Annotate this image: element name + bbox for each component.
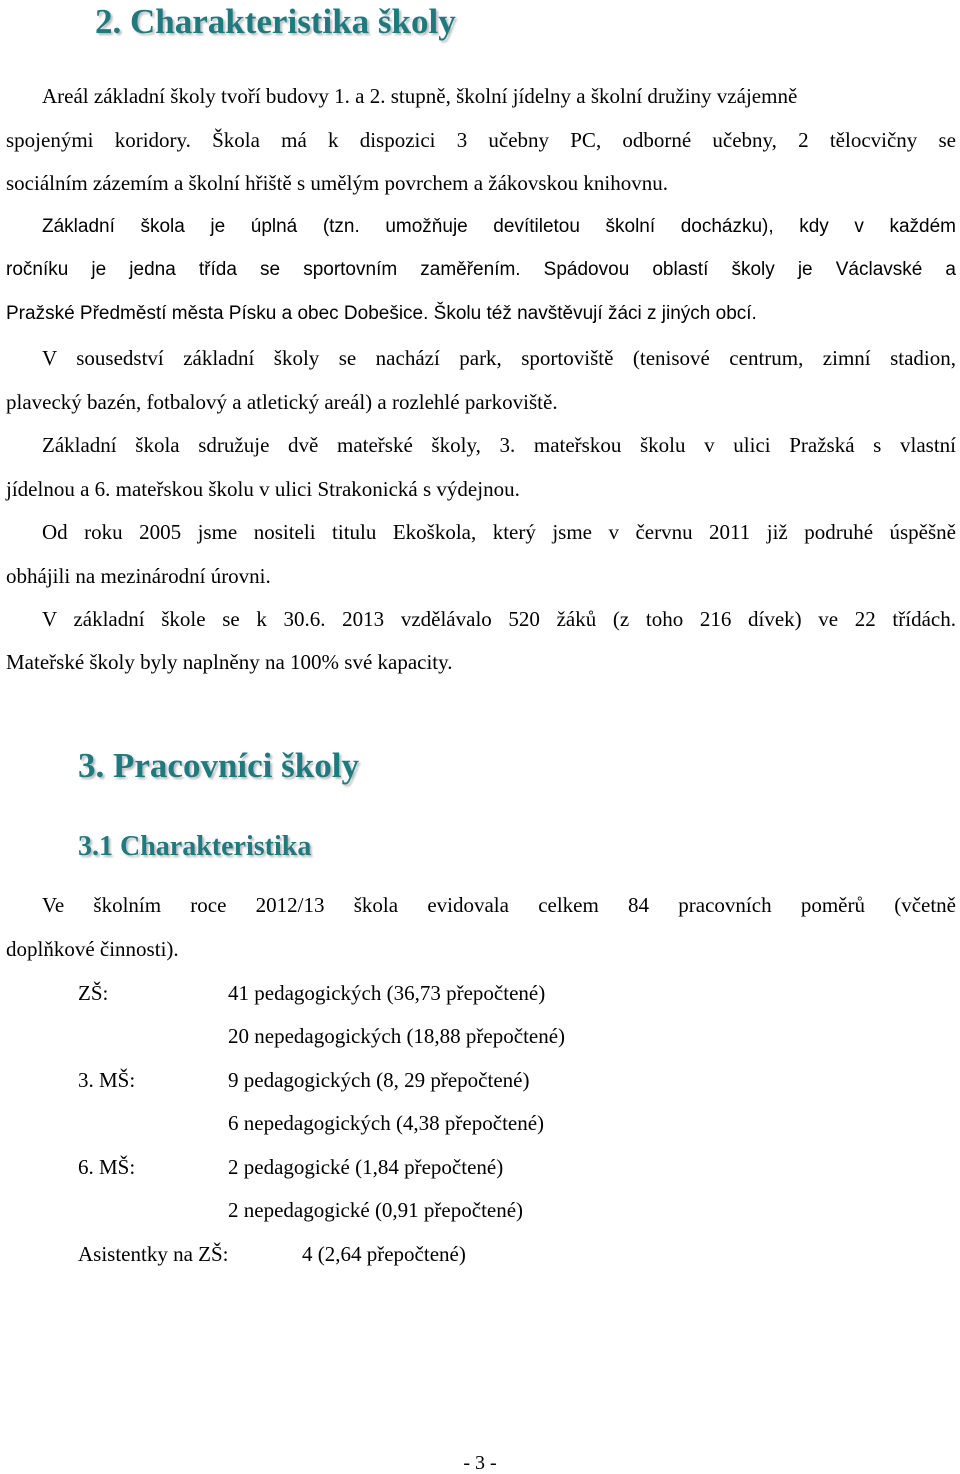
paragraph-line: Ve školním roce 2012/13 škola evidovala celkem 84 pracovních poměrů (včetně <box>42 893 956 917</box>
paragraph-line: Pražské Předměstí města Písku a obec Dobešice. Školu též navštěvují žáci z jiných obcí. <box>6 303 757 324</box>
paragraph-line: ročníku je jedna třída se sportovním zaměřením. Spádovou oblastí školy je Václavské a <box>6 259 956 280</box>
staff-value: 4 (2,64 přepočtené) <box>302 1242 466 1266</box>
paragraph-line: Základní škola je úplná (tzn. umožňuje devítiletou školní docházku), kdy v každém <box>42 216 956 237</box>
subsection-heading-characteristics: 3.1 Charakteristika <box>78 831 312 862</box>
section-heading-staff: 3. Pracovníci školy <box>78 746 359 785</box>
staff-value: 9 pedagogických (8, 29 přepočtené) <box>228 1068 530 1092</box>
staff-label: ZŠ: <box>78 981 109 1005</box>
paragraph-line: plavecký bazén, fotbalový a atletický areál) a rozlehlé parkoviště. <box>6 390 558 414</box>
paragraph-line: doplňkové činnosti). <box>6 937 179 961</box>
paragraph-line: Mateřské školy byly naplněny na 100% své kapacity. <box>6 650 453 674</box>
staff-label: Asistentky na ZŠ: <box>78 1242 229 1266</box>
staff-label: 6. MŠ: <box>78 1155 136 1179</box>
staff-value: 20 nepedagogických (18,88 přepočtené) <box>228 1024 566 1048</box>
section-heading-characteristics: 2. Charakteristika školy <box>95 2 456 41</box>
staff-value: 2 pedagogické (1,84 přepočtené) <box>228 1155 504 1179</box>
paragraph-line: V sousedství základní školy se nachází park, sportoviště (tenisové centrum, zimní stadion, <box>42 346 956 370</box>
staff-value: 41 pedagogických (36,73 přepočtené) <box>228 981 546 1005</box>
staff-label: 3. MŠ: <box>78 1068 136 1092</box>
paragraph-line: Areál základní školy tvoří budovy 1. a 2. stupně, školní jídelny a školní družiny vzájemně <box>42 84 798 108</box>
paragraph-line: spojenými koridory. Škola má k dispozici 3 učebny PC, odborné učebny, 2 tělocvičny se <box>6 128 956 152</box>
paragraph-line: V základní škole se k 30.6. 2013 vzdělávalo 520 žáků (z toho 216 dívek) ve 22 třídách. <box>42 607 956 631</box>
page-number: - 3 - <box>463 1452 497 1474</box>
paragraph-line: sociálním zázemím a školní hřiště s umělým povrchem a žákovskou knihovnu. <box>6 171 668 195</box>
staff-value: 6 nepedagogických (4,38 přepočtené) <box>228 1111 545 1135</box>
paragraph-line: Základní škola sdružuje dvě mateřské školy, 3. mateřskou školu v ulici Pražská s vlastní <box>42 433 956 457</box>
staff-value: 2 nepedagogické (0,91 přepočtené) <box>228 1198 524 1222</box>
paragraph-line: Od roku 2005 jsme nositeli titulu Ekoškola, který jsme v červnu 2011 již podruhé úspěšně <box>42 520 956 544</box>
paragraph-line: obhájili na mezinárodní úrovni. <box>6 564 271 588</box>
paragraph-line: jídelnou a 6. mateřskou školu v ulici Strakonická s výdejnou. <box>6 477 520 501</box>
